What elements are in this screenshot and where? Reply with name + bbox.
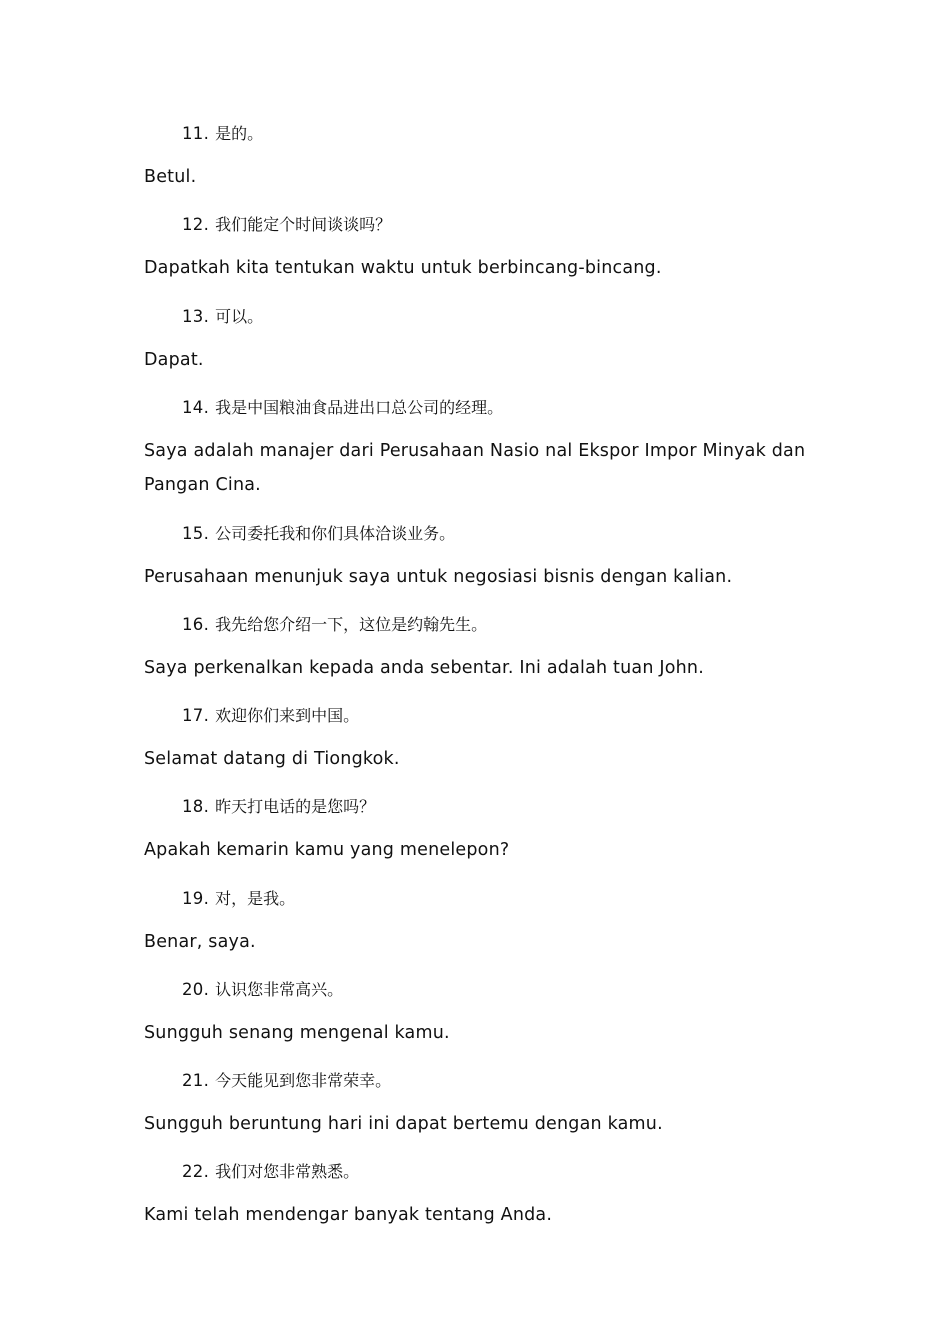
entry-number: 21. <box>182 1071 210 1090</box>
chinese-sentence <box>182 980 343 1001</box>
indonesian-translation: Sungguh beruntung hari ini dapat bertemu dengan kamu. <box>144 1114 663 1134</box>
chinese-text: 我先给您介绍一下，这位是约翰先生。 <box>215 615 488 634</box>
indonesian-translation: Apakah kemarin kamu yang menelepon? <box>144 840 510 860</box>
entry-number: 11. <box>182 124 210 143</box>
entry-number: 17. <box>182 706 210 725</box>
chinese-sentence <box>182 1162 359 1183</box>
entry-number: 19. <box>182 889 210 908</box>
chinese-text: 昨天打电话的是您吗？ <box>215 797 376 816</box>
chinese-sentence <box>182 615 487 636</box>
chinese-sentence <box>182 307 263 328</box>
indonesian-translation: Kami telah mendengar banyak tentang Anda. <box>144 1205 553 1225</box>
indonesian-translation: Benar, saya. <box>144 932 256 952</box>
entry-number: 14. <box>182 398 210 417</box>
chinese-text: 欢迎你们来到中国。 <box>215 706 360 725</box>
chinese-text: 认识您非常高兴。 <box>215 980 344 999</box>
entry-number: 13. <box>182 307 210 326</box>
chinese-sentence <box>182 889 295 910</box>
indonesian-translation: Saya perkenalkan kepada anda sebentar. Ini adalah tuan John. <box>144 658 704 678</box>
chinese-sentence <box>182 124 263 145</box>
indonesian-translation: Dapatkah kita tentukan waktu untuk berbincang-bincang. <box>144 258 662 278</box>
indonesian-translation: Perusahaan menunjuk saya untuk negosiasi bisnis dengan kalian. <box>144 567 733 587</box>
entry-number: 12. <box>182 215 210 234</box>
chinese-text: 公司委托我和你们具体洽谈业务。 <box>215 524 456 543</box>
entry-number: 16. <box>182 615 210 634</box>
entry-number: 15. <box>182 524 210 543</box>
chinese-sentence <box>182 1071 391 1092</box>
chinese-sentence <box>182 797 375 818</box>
chinese-text: 我们能定个时间谈谈吗？ <box>215 215 392 234</box>
chinese-text: 我是中国粮油食品进出口总公司的经理。 <box>215 398 504 417</box>
chinese-text: 今天能见到您非常荣幸。 <box>215 1071 392 1090</box>
chinese-sentence <box>182 215 391 236</box>
indonesian-translation: Dapat. <box>144 350 204 370</box>
indonesian-translation: Betul. <box>144 167 197 187</box>
chinese-sentence <box>182 398 503 419</box>
entry-number: 22. <box>182 1162 210 1181</box>
chinese-text: 对，是我。 <box>215 889 296 908</box>
chinese-text: 可以。 <box>215 307 264 326</box>
indonesian-translation: Saya adalah manajer dari Perusahaan Nasio nal Ekspor Impor Minyak dan Pangan Cina. <box>144 441 806 495</box>
chinese-sentence <box>182 524 455 545</box>
indonesian-translation: Sungguh senang mengenal kamu. <box>144 1023 450 1043</box>
entry-number: 20. <box>182 980 210 999</box>
indonesian-translation: Selamat datang di Tiongkok. <box>144 749 400 769</box>
chinese-sentence <box>182 706 359 727</box>
entry-number: 18. <box>182 797 210 816</box>
chinese-text: 是的。 <box>215 124 264 143</box>
chinese-text: 我们对您非常熟悉。 <box>215 1162 360 1181</box>
